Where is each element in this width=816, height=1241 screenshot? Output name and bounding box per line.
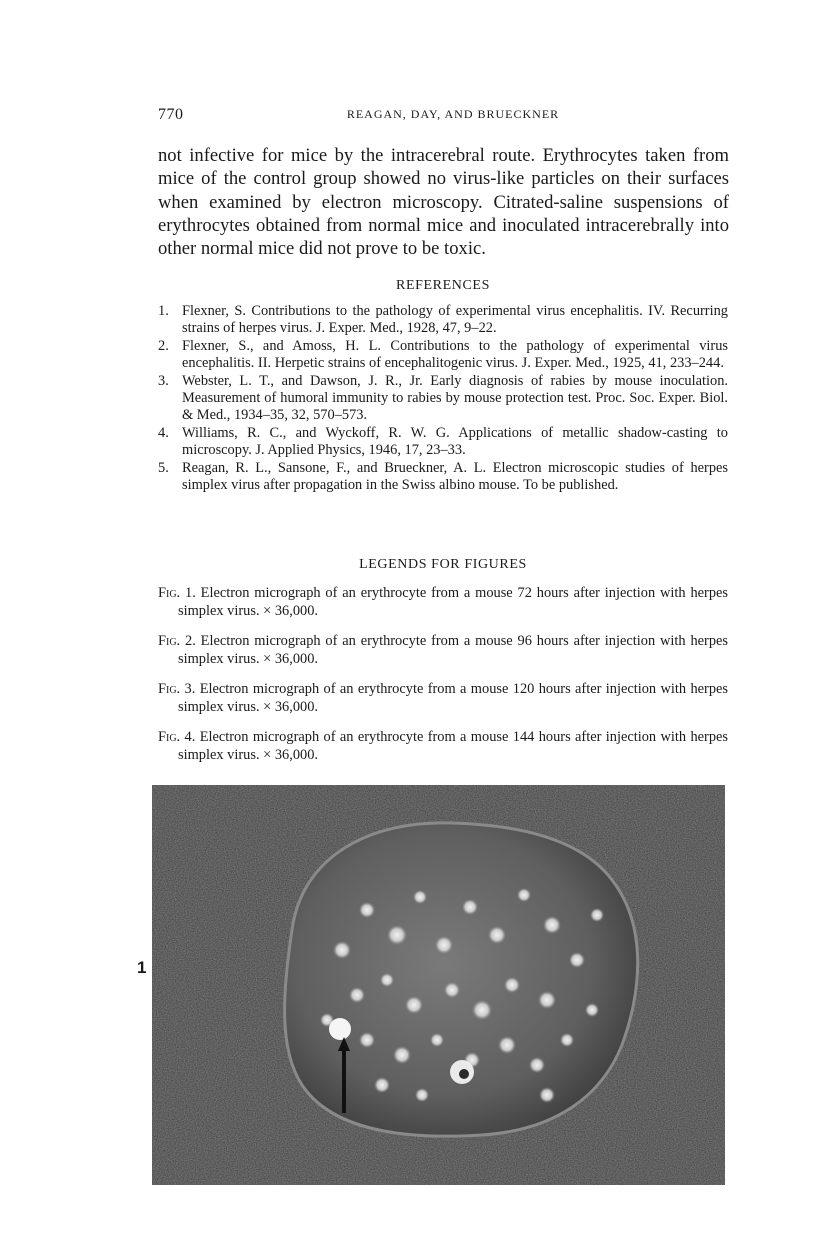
reference-item — [158, 338, 728, 373]
virus-particle — [374, 1077, 390, 1093]
virus-particle — [462, 899, 478, 915]
virus-particle — [488, 926, 506, 944]
body-paragraph: not infective for mice by the intracerebral route. Erythrocytes taken from mice of the control group showed no virus-like particles on their surfaces when examined by electron microscopy. Citrated-saline suspensions of erythrocytes obtained from normal mice and inoculated intracerebrally into other normal mice did not prove to be toxic. — [158, 145, 729, 260]
legend-list — [158, 584, 728, 776]
reference-number: 4. — [158, 424, 169, 441]
reference-item — [158, 460, 728, 495]
figure-number-label: 1 — [137, 958, 147, 977]
legends-heading: LEGENDS FOR FIGURES — [359, 557, 527, 572]
virus-particle — [359, 902, 375, 918]
figure-legend — [158, 680, 728, 716]
virus-particle — [380, 973, 394, 987]
virus-particle — [590, 908, 604, 922]
page-header — [158, 106, 728, 126]
virus-particle — [387, 925, 407, 945]
virus-particle — [349, 987, 365, 1003]
virus-particle — [585, 1003, 599, 1017]
virus-particle — [517, 888, 531, 902]
legend-label: Fig. 1. — [158, 585, 196, 601]
reference-text: Reagan, R. L., Sansone, F., and Brueckner, A. L. Electron microscopic studies of herpes simplex virus after propagation in the Swiss albino mouse. To be published. — [182, 459, 728, 494]
virus-particle — [444, 982, 460, 998]
legend-label: Fig. 4. — [158, 729, 196, 745]
legend-label: Fig. 3. — [158, 681, 196, 697]
virus-particle — [472, 1000, 492, 1020]
legend-text: Electron micrograph of an erythrocyte from a mouse 120 hours after injection with herpes simplex virus. × 36,000. — [178, 681, 728, 715]
virus-particle — [435, 936, 453, 954]
legend-label: Fig. 2. — [158, 633, 196, 649]
figure-legend — [158, 632, 728, 668]
legend-text: Electron micrograph of an erythrocyte from a mouse 144 hours after injection with herpes simplex virus. × 36,000. — [178, 729, 728, 763]
erythrocyte-outline — [285, 823, 638, 1136]
references-heading: REFERENCES — [396, 278, 490, 293]
reference-text: Williams, R. C., and Wyckoff, R. W. G. Applications of metallic shadow-casting to microscopy. J. Applied Physics, 1946, 17, 23–33. — [182, 424, 728, 459]
reference-text: Webster, L. T., and Dawson, J. R., Jr. Early diagnosis of rabies by mouse inoculation. Measurement of humoral immunity to rabies by mouse protection test. Proc. Soc. Exper. Biol. & Med., 1934–35, 32, 570–573. — [182, 372, 728, 424]
virus-particle — [405, 996, 423, 1014]
reference-item — [158, 425, 728, 460]
virus-particle — [543, 916, 561, 934]
reference-text: Flexner, S., and Amoss, H. L. Contributions to the pathology of experimental virus encephalitis. II. Herpetic strains of encephalitogenic virus. J. Exper. Med., 1925, 41, 233–244. — [182, 337, 728, 372]
reference-text: Flexner, S. Contributions to the pathology of experimental virus encephalitis. IV. Recurring strains of herpes virus. J. Exper. Med., 1928, 47, 9–22. — [182, 303, 728, 337]
reference-item — [158, 373, 728, 425]
virus-particle — [393, 1046, 411, 1064]
virus-particle — [529, 1057, 545, 1073]
virus-particle — [539, 1087, 555, 1103]
legend-text: Electron micrograph of an erythrocyte from a mouse 96 hours after injection with herpes simplex virus. × 36,000. — [178, 633, 728, 667]
virus-particle — [430, 1033, 444, 1047]
virus-particle — [569, 952, 585, 968]
electron-micrograph — [152, 785, 725, 1185]
highlighted-particle — [329, 1018, 351, 1040]
legend-text: Electron micrograph of an erythrocyte from a mouse 72 hours after injection with herpes simplex virus. × 36,000. — [178, 585, 728, 619]
reference-item — [158, 303, 728, 338]
running-head: REAGAN, DAY, AND BRUECKNER — [346, 107, 560, 121]
reference-number: 3. — [158, 372, 169, 389]
virus-particle — [413, 890, 427, 904]
reference-number: 2. — [158, 337, 169, 354]
reference-number: 5. — [158, 459, 169, 476]
virus-particle — [498, 1036, 516, 1054]
reference-number: 1. — [158, 303, 169, 319]
dark-centered-particle-core — [459, 1069, 469, 1079]
virus-particle — [333, 941, 351, 959]
virus-particle — [504, 977, 520, 993]
virus-particle — [415, 1088, 429, 1102]
figure-legend — [158, 728, 728, 764]
virus-particle — [359, 1032, 375, 1048]
virus-particle — [538, 991, 556, 1009]
virus-particle — [560, 1033, 574, 1047]
reference-list — [158, 303, 728, 494]
page-number: 770 — [158, 106, 184, 123]
figure-legend — [158, 584, 728, 620]
